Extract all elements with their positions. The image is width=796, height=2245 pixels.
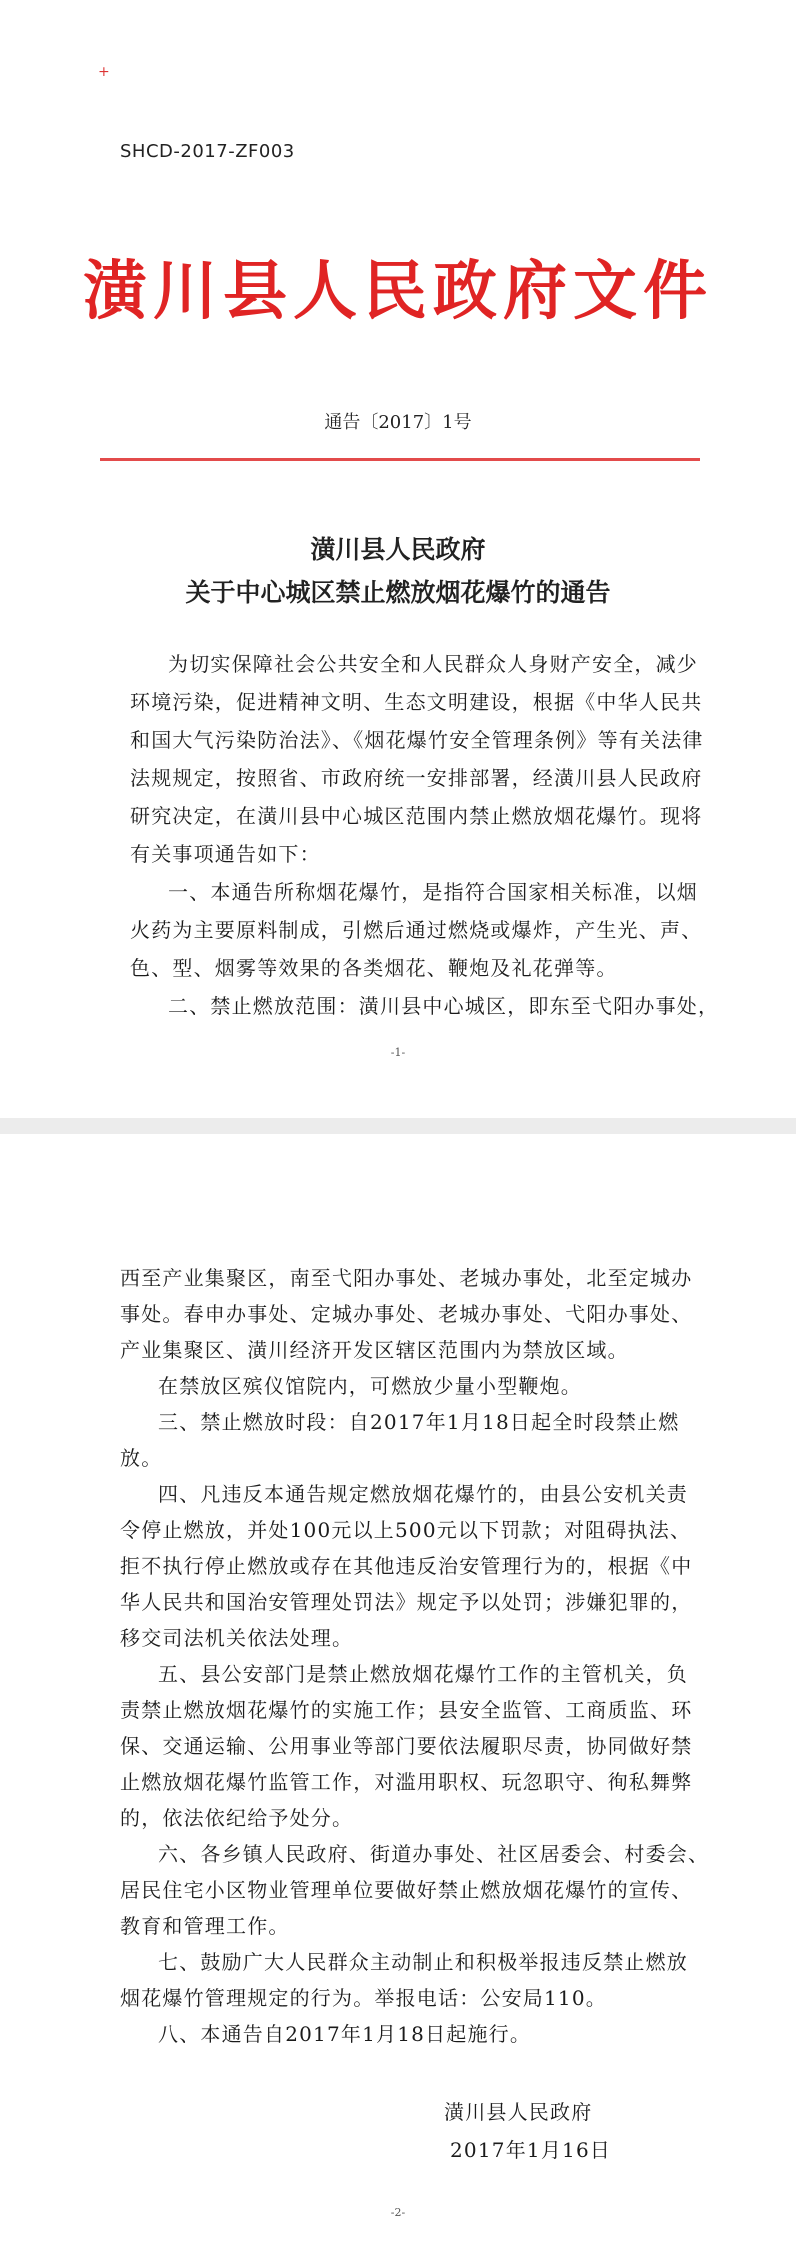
red-separator-line — [100, 458, 700, 461]
issue-number: 通告〔2017〕1号 — [324, 412, 472, 433]
page-number: -1- — [390, 1046, 406, 1059]
body-line: 产业集聚区、潢川经济开发区辖区范围内为禁放区域。 — [120, 1338, 629, 1362]
notice-title-line-2: 关于中心城区禁止燃放烟花爆竹的通告 — [185, 578, 611, 607]
body-line: 火药为主要原料制成，引燃后通过燃烧或爆炸，产生光、声、 — [130, 918, 703, 942]
body-line: 和国大气污染防治法》、《烟花爆竹安全管理条例》等有关法律 — [130, 728, 704, 752]
body-line: 一、本通告所称烟花爆竹，是指符合国家相关标准，以烟 — [168, 880, 698, 904]
body-line: 移交司法机关依法处理。 — [120, 1626, 354, 1650]
body-line: 环境污染，促进精神文明、生态文明建设，根据《中华人民共 — [130, 690, 703, 714]
body-line: 色、型、烟雾等效果的各类烟花、鞭炮及礼花弹等。 — [130, 956, 618, 980]
body-line: 在禁放区殡仪馆院内，可燃放少量小型鞭炮。 — [158, 1374, 582, 1398]
body-line: 五、县公安部门是禁止燃放烟花爆竹工作的主管机关，负 — [158, 1662, 688, 1686]
body-line: 西至产业集聚区，南至弋阳办事处、老城办事处，北至定城办 — [120, 1266, 693, 1290]
body-line: 为切实保障社会公共安全和人民群众人身财产安全，减少 — [168, 652, 698, 676]
body-line: 八、本通告自2017年1月18日起施行。 — [158, 2022, 532, 2046]
page-number: -2- — [390, 2206, 406, 2219]
body-line: 放。 — [120, 1446, 163, 1470]
signature-organization: 潢川县人民政府 — [444, 2100, 593, 2124]
body-line: 责禁止燃放烟花爆竹的实施工作；县安全监管、工商质监、环 — [120, 1698, 693, 1722]
body-line: 居民住宅小区物业管理单位要做好禁止燃放烟花爆竹的宣传、 — [120, 1878, 693, 1902]
notice-title-line-1: 潢川县人民政府 — [310, 535, 486, 564]
government-document-title: 潢川县人民政府文件 — [83, 254, 713, 329]
signature-date: 2017年1月16日 — [450, 2138, 612, 2162]
body-line: 研究决定，在潢川县中心城区范围内禁止燃放烟花爆竹。现将 — [130, 804, 703, 828]
body-line: 法规规定，按照省、市政府统一安排部署，经潢川县人民政府 — [130, 766, 703, 790]
document-code: SHCD-2017-ZF003 — [120, 141, 295, 162]
body-line: 有关事项通告如下： — [130, 842, 321, 866]
body-line: 华人民共和国治安管理处罚法》规定予以处罚；涉嫌犯罪的， — [120, 1590, 693, 1614]
body-line: 四、凡违反本通告规定燃放烟花爆竹的，由县公安机关责 — [158, 1482, 688, 1506]
body-line: 保、交通运输、公用事业等部门要依法履职尽责，协同做好禁 — [120, 1734, 693, 1758]
body-line: 六、各乡镇人民政府、街道办事处、社区居委会、村委会、 — [158, 1842, 710, 1866]
body-line: 二、禁止燃放范围：潢川县中心城区，即东至弋阳办事处， — [168, 994, 720, 1018]
body-line: 七、鼓励广大人民群众主动制止和积极举报违反禁止燃放 — [158, 1950, 688, 1974]
body-line: 教育和管理工作。 — [120, 1914, 290, 1938]
body-line: 拒不执行停止燃放或存在其他违反治安管理行为的，根据《中 — [120, 1554, 693, 1578]
registration-mark: + — [98, 64, 110, 80]
body-line: 三、禁止燃放时段：自2017年1月18日起全时段禁止燃 — [158, 1410, 680, 1434]
body-line: 止燃放烟花爆竹监管工作，对滥用职权、玩忽职守、徇私舞弊 — [120, 1770, 693, 1794]
page-1 — [0, 0, 796, 1118]
body-line: 事处。春申办事处、定城办事处、老城办事处、弋阳办事处、 — [120, 1302, 693, 1326]
body-line: 的，依法依纪给予处分。 — [120, 1806, 354, 1830]
body-line: 烟花爆竹管理规定的行为。举报电话：公安局110。 — [120, 1986, 607, 2010]
page-2 — [0, 1134, 796, 2245]
body-line: 令停止燃放，并处100元以上500元以下罚款；对阻碍执法、 — [120, 1518, 692, 1542]
